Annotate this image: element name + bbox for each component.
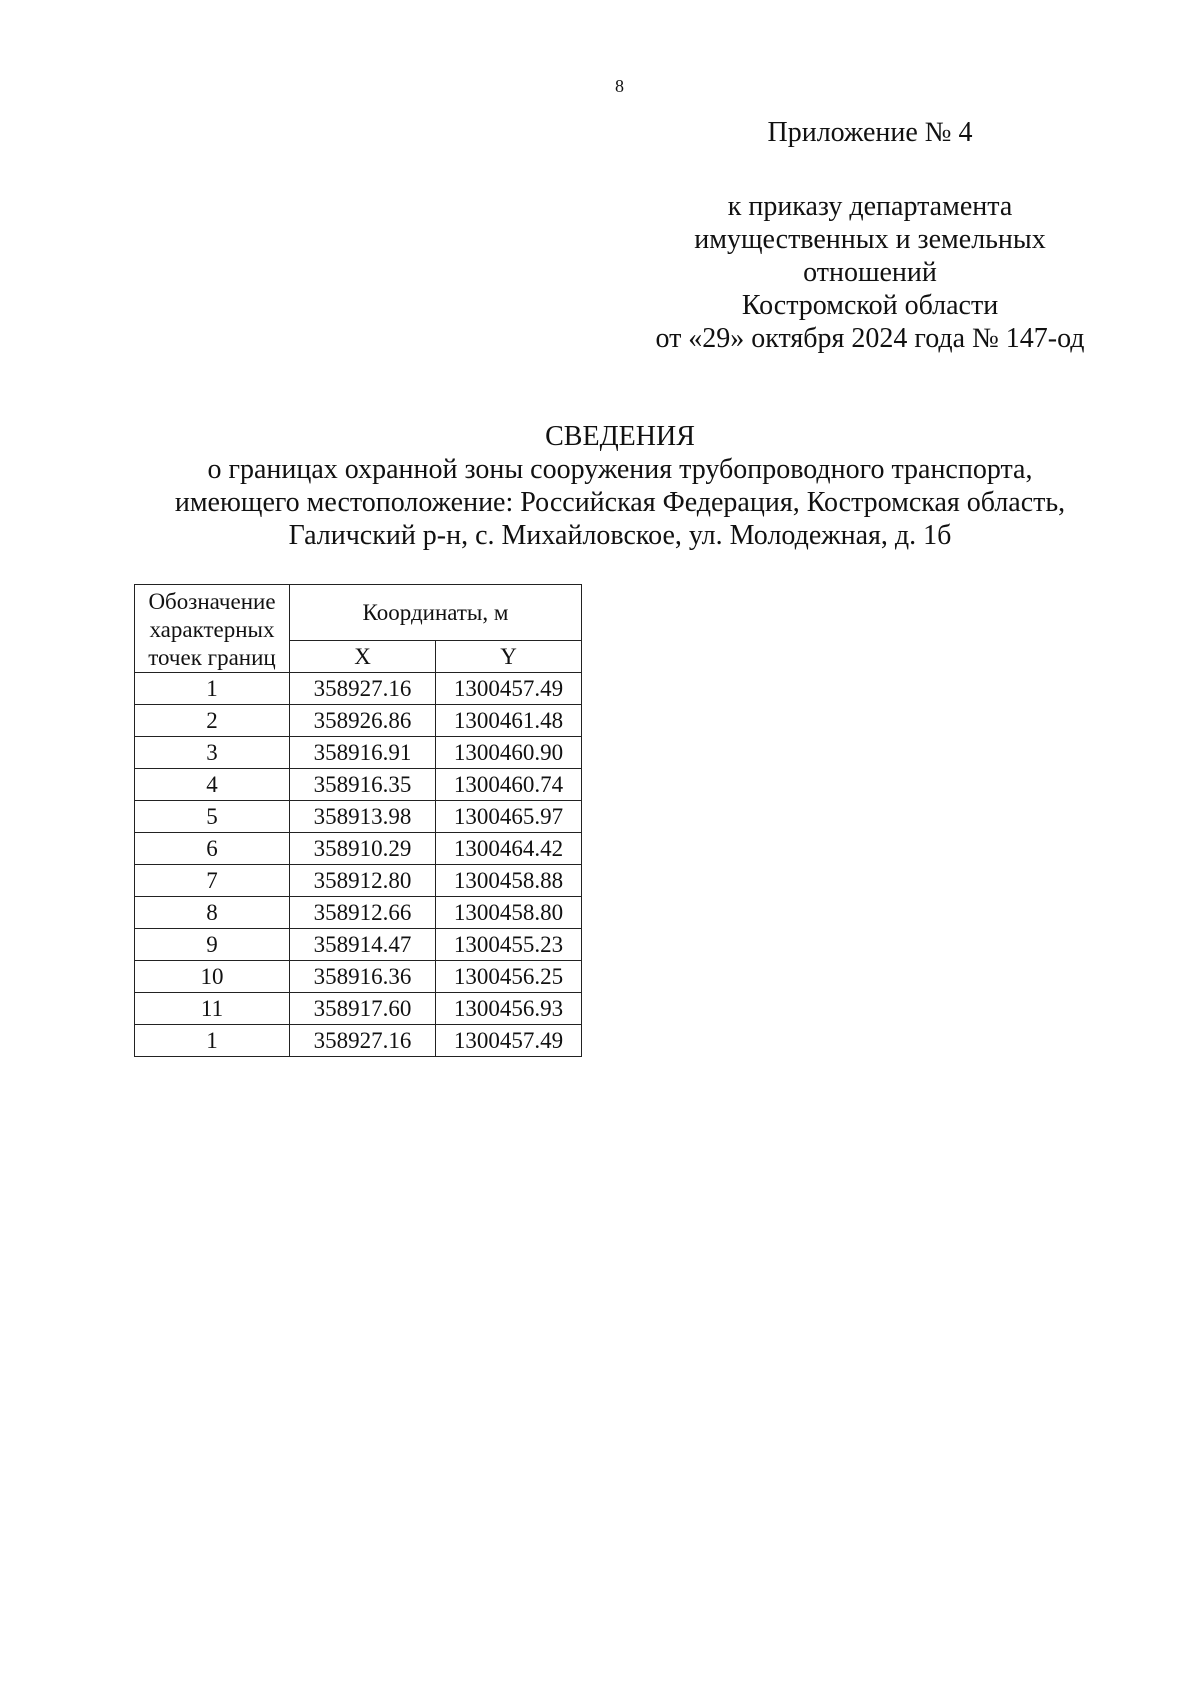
table-row (135, 865, 582, 897)
point-cell: 4 (135, 769, 290, 801)
header-y: Y (436, 641, 582, 673)
x-cell: 358916.36 (290, 961, 436, 993)
point-cell: 7 (135, 865, 290, 897)
y-cell: 1300460.90 (436, 737, 582, 769)
heading-title: СВЕДЕНИЯ (545, 421, 695, 452)
point-cell: 6 (135, 833, 290, 865)
point-cell: 3 (135, 737, 290, 769)
y-cell: 1300465.97 (436, 801, 582, 833)
y-cell: 1300464.42 (436, 833, 582, 865)
x-cell: 358912.66 (290, 897, 436, 929)
page-number: 8 (615, 76, 624, 96)
document-heading (100, 420, 1140, 552)
appendix-title: Приложение № 4 (767, 117, 973, 148)
point-cell: 9 (135, 929, 290, 961)
x-cell: 358927.16 (290, 673, 436, 705)
table-row (135, 673, 582, 705)
table-row (135, 833, 582, 865)
table-row (135, 961, 582, 993)
y-cell: 1300456.25 (436, 961, 582, 993)
table-row (135, 929, 582, 961)
heading-line: о границах охранной зоны сооружения трубопроводного транспорта, (207, 454, 1033, 485)
coordinates-table (134, 584, 582, 1057)
coordinates-body (135, 673, 582, 1057)
y-cell: 1300458.88 (436, 865, 582, 897)
point-cell: 2 (135, 705, 290, 737)
table-row (135, 801, 582, 833)
y-cell: 1300457.49 (436, 1025, 582, 1057)
x-cell: 358910.29 (290, 833, 436, 865)
order-reference (600, 190, 1140, 355)
y-cell: 1300460.74 (436, 769, 582, 801)
header-coordinates: Координаты, м (290, 585, 582, 641)
x-cell: 358912.80 (290, 865, 436, 897)
y-cell: 1300456.93 (436, 993, 582, 1025)
heading-line: Галичский р-н, с. Михайловское, ул. Молодежная, д. 1б (288, 520, 952, 551)
table-row (135, 705, 582, 737)
point-cell: 11 (135, 993, 290, 1025)
y-cell: 1300461.48 (436, 705, 582, 737)
order-line: отношений (803, 257, 937, 288)
table-row (135, 993, 582, 1025)
table-row (135, 737, 582, 769)
header-x: X (290, 641, 436, 673)
x-cell: 358916.91 (290, 737, 436, 769)
x-cell: 358914.47 (290, 929, 436, 961)
order-line: от «29» октября 2024 года № 147-од (655, 323, 1085, 354)
x-cell: 358927.16 (290, 1025, 436, 1057)
y-cell: 1300457.49 (436, 673, 582, 705)
y-cell: 1300458.80 (436, 897, 582, 929)
table-row (135, 769, 582, 801)
x-cell: 358917.60 (290, 993, 436, 1025)
y-cell: 1300455.23 (436, 929, 582, 961)
point-cell: 5 (135, 801, 290, 833)
table-row (135, 1025, 582, 1057)
header-points: Обозначение характерных точек границ (135, 585, 290, 673)
point-cell: 1 (135, 1025, 290, 1057)
order-line: имущественных и земельных (694, 224, 1046, 255)
x-cell: 358913.98 (290, 801, 436, 833)
point-cell: 8 (135, 897, 290, 929)
x-cell: 358926.86 (290, 705, 436, 737)
order-line: к приказу департамента (727, 191, 1013, 222)
point-cell: 10 (135, 961, 290, 993)
x-cell: 358916.35 (290, 769, 436, 801)
heading-line: имеющего местоположение: Российская Федерация, Костромская область, (174, 487, 1066, 518)
table-row (135, 897, 582, 929)
order-line: Костромской области (741, 290, 999, 321)
point-cell: 1 (135, 673, 290, 705)
